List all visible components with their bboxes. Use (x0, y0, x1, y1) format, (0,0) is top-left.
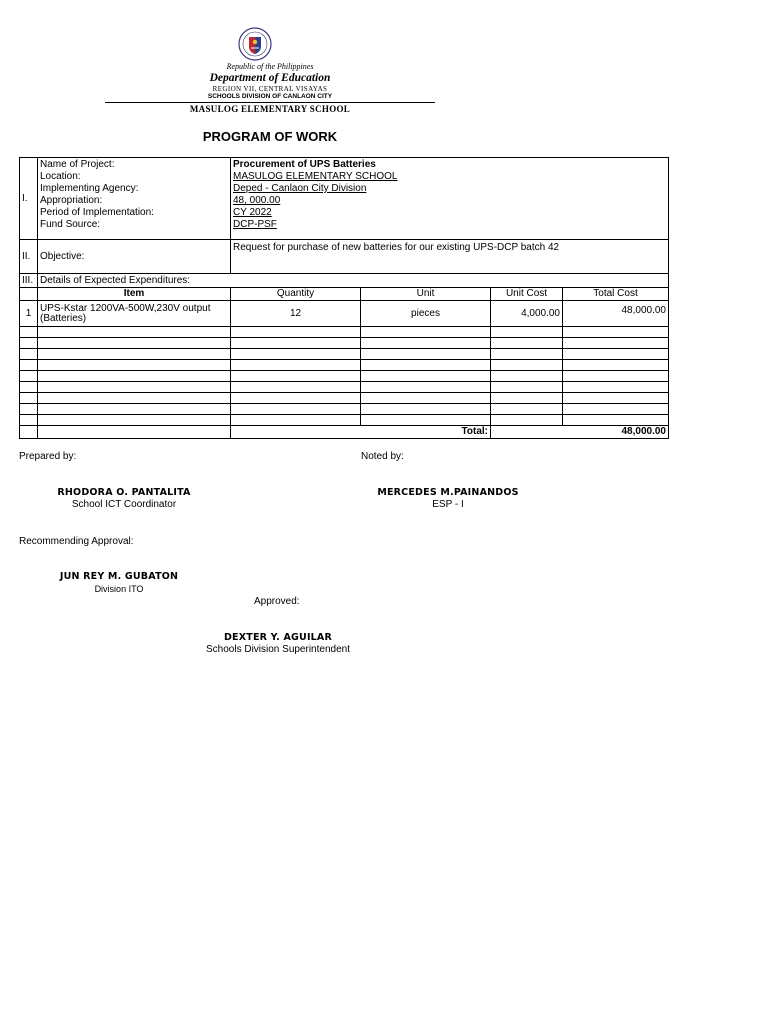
division-heading: SCHOOLS DIVISION OF CANLAON CITY (207, 93, 333, 100)
row-unit: pieces (361, 301, 491, 327)
approved-label: Approved: (254, 596, 300, 607)
row-unit-cost: 4,000.00 (491, 301, 563, 327)
empty-row (20, 338, 669, 349)
info-label-project: Name of Project: (40, 159, 115, 170)
objective-label: Objective: (38, 240, 231, 274)
approved-name: DEXTER Y. AGUILAR (223, 632, 333, 643)
empty-row (20, 393, 669, 404)
project-info-section (20, 158, 669, 240)
recommending-name: JUN REY M. GUBATON (59, 571, 179, 582)
section-number: II. (20, 240, 38, 274)
table-row (20, 301, 669, 327)
info-labels-cell (38, 158, 231, 240)
header-item: Item (38, 288, 231, 301)
project-name: Procurement of UPS Batteries (233, 159, 376, 170)
total-row (20, 426, 669, 439)
details-label: Details of Expected Expenditures: (38, 274, 669, 288)
header-blank (20, 288, 38, 301)
page-title: PROGRAM OF WORK (202, 129, 338, 144)
deped-seal-icon (238, 27, 272, 61)
region-heading: REGION VII, CENTRAL VISAYAS (212, 85, 328, 93)
row-number: 1 (20, 301, 38, 327)
empty-row (20, 415, 669, 426)
noted-by-name: MERCEDES M.PAINANDOS (377, 487, 519, 498)
header-quantity: Quantity (231, 288, 361, 301)
implementation-period: CY 2022 (233, 207, 272, 218)
table-header-row (20, 288, 669, 301)
department-heading: Department of Education (209, 72, 331, 84)
info-label-period: Period of Implementation: (40, 207, 154, 218)
row-quantity: 12 (231, 301, 361, 327)
objective-text: Request for purchase of new batteries for our existing UPS-DCP batch 42 (231, 240, 669, 274)
header-unit: Unit (361, 288, 491, 301)
empty-row (20, 349, 669, 360)
appropriation-value: 48, 000.00 (233, 195, 281, 206)
empty-row (20, 382, 669, 393)
approved-title: Schools Division Superintendent (206, 644, 350, 655)
recommending-title: Division ITO (94, 584, 144, 594)
header-total-cost: Total Cost (563, 288, 669, 301)
info-label-appropriation: Appropriation: (40, 195, 103, 206)
noted-by-label: Noted by: (361, 451, 404, 462)
prepared-by-label: Prepared by: (19, 451, 77, 462)
section-number: III. (20, 274, 38, 288)
header-divider (105, 102, 435, 103)
empty-row (20, 360, 669, 371)
recommending-approval-label: Recommending Approval: (19, 536, 134, 547)
info-label-location: Location: (40, 171, 81, 182)
info-values-cell (231, 158, 669, 240)
prepared-by-name: RHODORA O. PANTALITA (57, 487, 191, 498)
header-unit-cost: Unit Cost (491, 288, 563, 301)
fund-source: DCP-PSF (233, 219, 277, 230)
republic-heading: Republic of the Philippines (226, 62, 314, 71)
empty-row (20, 404, 669, 415)
prepared-by-title: School ICT Coordinator (71, 499, 177, 510)
empty-row (20, 371, 669, 382)
total-label: Total: (231, 426, 491, 439)
row-item: UPS-Kstar 1200VA-500W,230V output (Batteries) (38, 301, 231, 327)
school-heading: MASULOG ELEMENTARY SCHOOL (189, 104, 351, 114)
empty-row (20, 327, 669, 338)
noted-by-title: ESP - I (432, 499, 464, 510)
row-total-cost: 48,000.00 (563, 301, 669, 327)
section-number: I. (20, 158, 38, 240)
total-value: 48,000.00 (491, 426, 669, 439)
info-label-fund: Fund Source: (40, 219, 101, 230)
program-of-work-table (19, 157, 669, 439)
info-label-agency: Implementing Agency: (40, 183, 139, 194)
details-row (20, 274, 669, 288)
project-location: MASULOG ELEMENTARY SCHOOL (233, 171, 398, 182)
implementing-agency: Deped - Canlaon City Division (233, 183, 367, 194)
objective-row (20, 240, 669, 274)
